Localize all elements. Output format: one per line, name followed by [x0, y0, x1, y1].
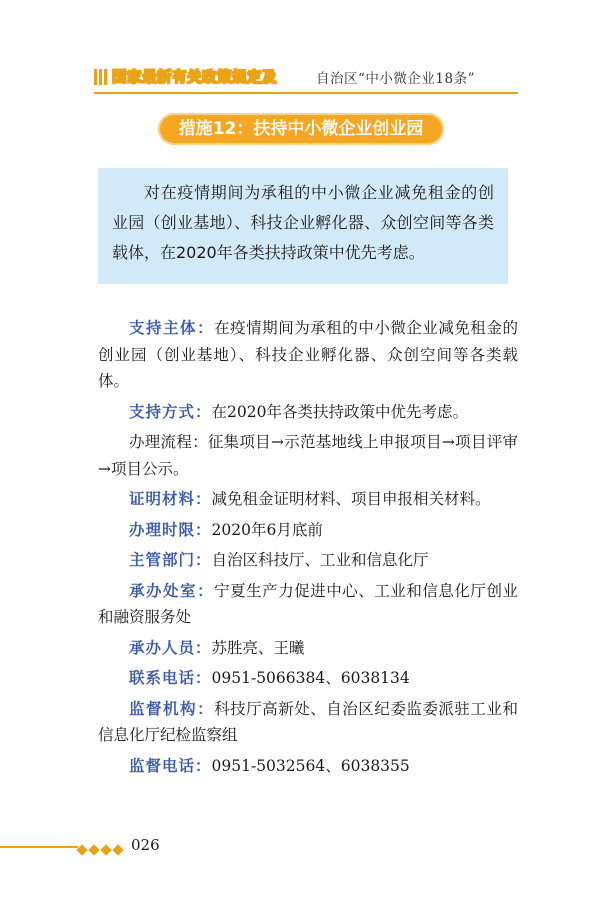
- detail-text: 在疫情期间为承租的中小微企业减免租金的创业园（创业基地）、科技企业孵化器、众创空间等各类载体。: [98, 319, 518, 390]
- detail-label: 支持主体：: [129, 318, 215, 337]
- detail-text: 科技厅高新处、自治区纪委监委派驻工业和信息化厅纪检监察组: [98, 699, 518, 744]
- detail-item-department: [98, 547, 518, 574]
- detail-label: 承办人员：: [129, 637, 212, 657]
- footer-diamonds-decoration: [78, 839, 126, 858]
- detail-item-supervisor-phone: [98, 753, 518, 780]
- detail-label: 证明材料：: [129, 489, 212, 508]
- summary-box: [98, 168, 508, 284]
- detail-text: 征集项目→示范基地线上申报项目→项目评审→项目公示。: [98, 433, 518, 478]
- detail-text: 减免租金证明材料、项目申报相关材料。: [211, 490, 491, 508]
- detail-list: [98, 315, 518, 783]
- detail-label: 办理时限：: [129, 519, 212, 539]
- detail-text: 2020年6月底前: [211, 520, 323, 539]
- detail-item-office: [98, 578, 518, 631]
- page-number: 026: [131, 836, 160, 854]
- detail-item-staff: [98, 635, 518, 662]
- detail-item-materials: [98, 486, 518, 513]
- header-title: 国家最新有关政策规定及: [112, 70, 277, 86]
- detail-text: 在2020年各类扶持政策中优先考虑。: [211, 402, 468, 421]
- measure-title-banner: 措施12：扶持中小微企业创业园: [158, 113, 444, 145]
- detail-label: 支持方式：: [129, 401, 212, 421]
- header-subtitle: 自治区“中小微企业18条”: [316, 71, 475, 87]
- header-rule: [94, 92, 518, 94]
- detail-item-subject: [98, 315, 518, 395]
- detail-item-supervisor: [98, 696, 518, 749]
- running-header: [94, 66, 514, 94]
- detail-label: 办理流程：: [129, 433, 208, 451]
- detail-label: 主管部门：: [129, 550, 212, 569]
- detail-label: 监督机构：: [129, 698, 215, 718]
- detail-label: 联系电话：: [129, 668, 212, 687]
- header-bars-decoration: [94, 69, 109, 89]
- detail-text: 苏胜亮、王曦: [211, 638, 305, 657]
- detail-label: 承办处室：: [129, 580, 215, 600]
- detail-item-method: [98, 399, 518, 426]
- summary-text: 对在疫情期间为承租的中小微企业减免租金的创业园（创业基地）、科技企业孵化器、众创空间等各类载体，在2020年各类扶持政策中优先考虑。: [112, 183, 494, 262]
- footer-rule: [0, 846, 78, 848]
- detail-text: 自治区科技厅、工业和信息化厅: [211, 551, 429, 569]
- detail-text: 0951-5066384、6038134: [211, 669, 410, 687]
- detail-label: 监督电话：: [129, 755, 212, 775]
- detail-item-phone: [98, 665, 518, 692]
- detail-text: 宁夏生产力促进中心、工业和信息化厅创业和融资服务处: [98, 581, 518, 626]
- detail-item-process: [98, 429, 518, 482]
- detail-item-deadline: [98, 517, 518, 544]
- detail-text: 0951-5032564、6038355: [211, 756, 410, 775]
